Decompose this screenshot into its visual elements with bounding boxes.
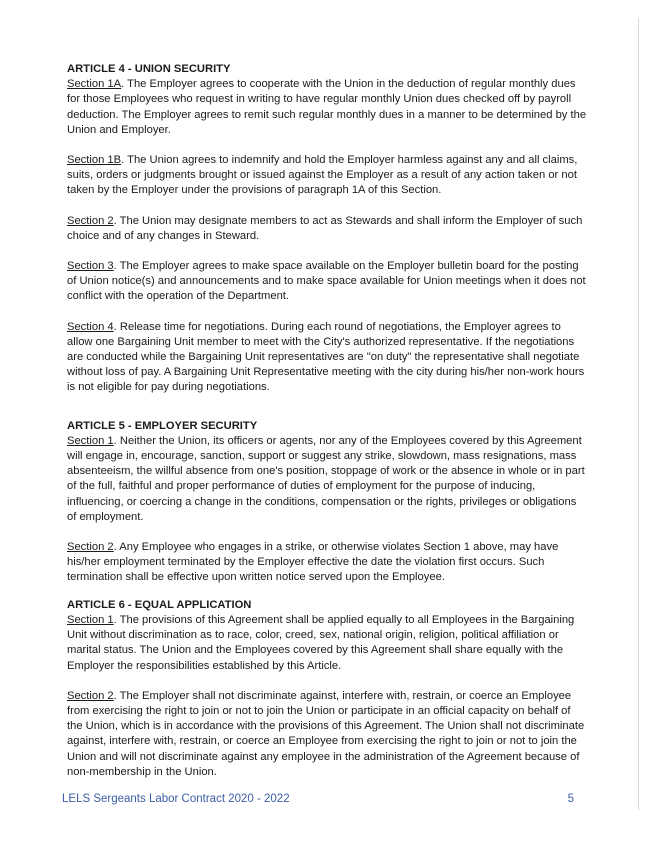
footer-title: LELS Sergeants Labor Contract 2020 - 2022 bbox=[62, 793, 290, 805]
article-4-section-4 bbox=[67, 320, 587, 396]
section-label: Section 1 bbox=[67, 613, 114, 626]
section-text: . Any Employee who engages in a strike, or otherwise violates Section 1 above, may have his/her employment terminated by the Employer effective the date the violation first occurs. Such termination shall be effective upon written notice served upon the Employee. bbox=[67, 541, 559, 584]
scan-edge-line bbox=[638, 18, 639, 810]
section-text: . The Union may designate members to act as Stewards and shall inform the Employer of such choice and of any changes in Steward. bbox=[67, 214, 583, 242]
article-4-heading: ARTICLE 4 - UNION SECURITY bbox=[67, 63, 231, 75]
article-5-section-2 bbox=[67, 540, 587, 586]
article-5-section-1 bbox=[67, 434, 587, 525]
section-label: Section 3 bbox=[67, 260, 114, 273]
article-6-heading: ARTICLE 6 - EQUAL APPLICATION bbox=[67, 598, 252, 611]
document-page bbox=[67, 62, 587, 780]
section-text: . The Employer agrees to make space available on the Employer bulletin board for the posting of Union notice(s) and announcements and to make space available for Union meetings when it does not conflict with the operation of the Department. bbox=[67, 260, 586, 303]
section-text: . Release time for negotiations. During each round of negotiations, the Employer agrees to allow one Bargaining Unit member to meet with the City's authorized representative. If the negotiations are conducted while the Bargaining Unit representatives are "on duty" the representative shall negotiate without loss of pay. A Bargaining Unit Representative meeting with the city during his/her non-work hours is not eligible for pay during negotiations. bbox=[67, 320, 585, 394]
section-text: . The Employer agrees to cooperate with the Union in the deduction of regular monthly dues for those Employees who request in writing to have regular monthly Union dues checked off by payroll deduction. The Employer agrees to remit such regular monthly dues in a manner to be determined by the Union and Employer. bbox=[67, 78, 587, 136]
article-6-section-2 bbox=[67, 689, 587, 780]
section-label: Section 1B bbox=[67, 154, 122, 167]
article-4-section-3 bbox=[67, 259, 587, 305]
article-5-heading: ARTICLE 5 - EMPLOYER SECURITY bbox=[67, 419, 258, 432]
section-label: Section 2 bbox=[67, 541, 114, 554]
section-text: . Neither the Union, its officers or agents, nor any of the Employees covered by this Agreement will engage in, encourage, sanction, support or suggest any strike, slowdown, mass resignations, mass absenteeism, the willful absence from one's position, stoppage of work or the absence in whole or in part of the full, faithful and proper performance of duties of employment for the purpose of inducing, influencing, or coercing a change in the conditions, compensation or the rights, privileges or obligations of employment. bbox=[67, 434, 585, 523]
section-label: Section 1A bbox=[67, 78, 122, 91]
section-text: . The provisions of this Agreement shall be applied equally to all Employees in the Bargaining Unit without discrimination as to race, color, creed, sex, national origin, religion, political affiliation or marital status. The Union and the Employees covered by this Agreement shall share equally with the Employer the responsibilities established by this Article. bbox=[67, 613, 575, 672]
page-footer bbox=[62, 793, 574, 805]
article-4-section-1a bbox=[67, 77, 587, 138]
article-4-section-2 bbox=[67, 214, 587, 244]
article-6-section-1 bbox=[67, 613, 587, 674]
section-label: Section 2 bbox=[67, 689, 114, 702]
article-4-section-1b bbox=[67, 153, 587, 199]
section-label: Section 1 bbox=[67, 434, 114, 447]
page-number: 5 bbox=[567, 793, 574, 805]
section-text: . The Employer shall not discriminate against, interfere with, restrain, or coerce an Employee from exercising the right to join or not to join the Union or participate in an official capacity on behalf of the Union, which is in accordance with the provisions of this Agreement. The Union shall not discriminate against, interfere with, restrain, or coerce an Employee from exercising the right to join or not to join the Union and will not discriminate against any employee in the administration of the Agreement because of non-membership in the Union. bbox=[67, 689, 585, 778]
section-label: Section 2 bbox=[67, 214, 114, 227]
section-text: . The Union agrees to indemnify and hold the Employer harmless against any and all claims, suits, orders or judgments brought or issued against the Employer as a result of any action taken or not taken by the Employer under the provisions of paragraph 1A of this Section. bbox=[67, 154, 578, 197]
section-label: Section 4 bbox=[67, 320, 114, 333]
